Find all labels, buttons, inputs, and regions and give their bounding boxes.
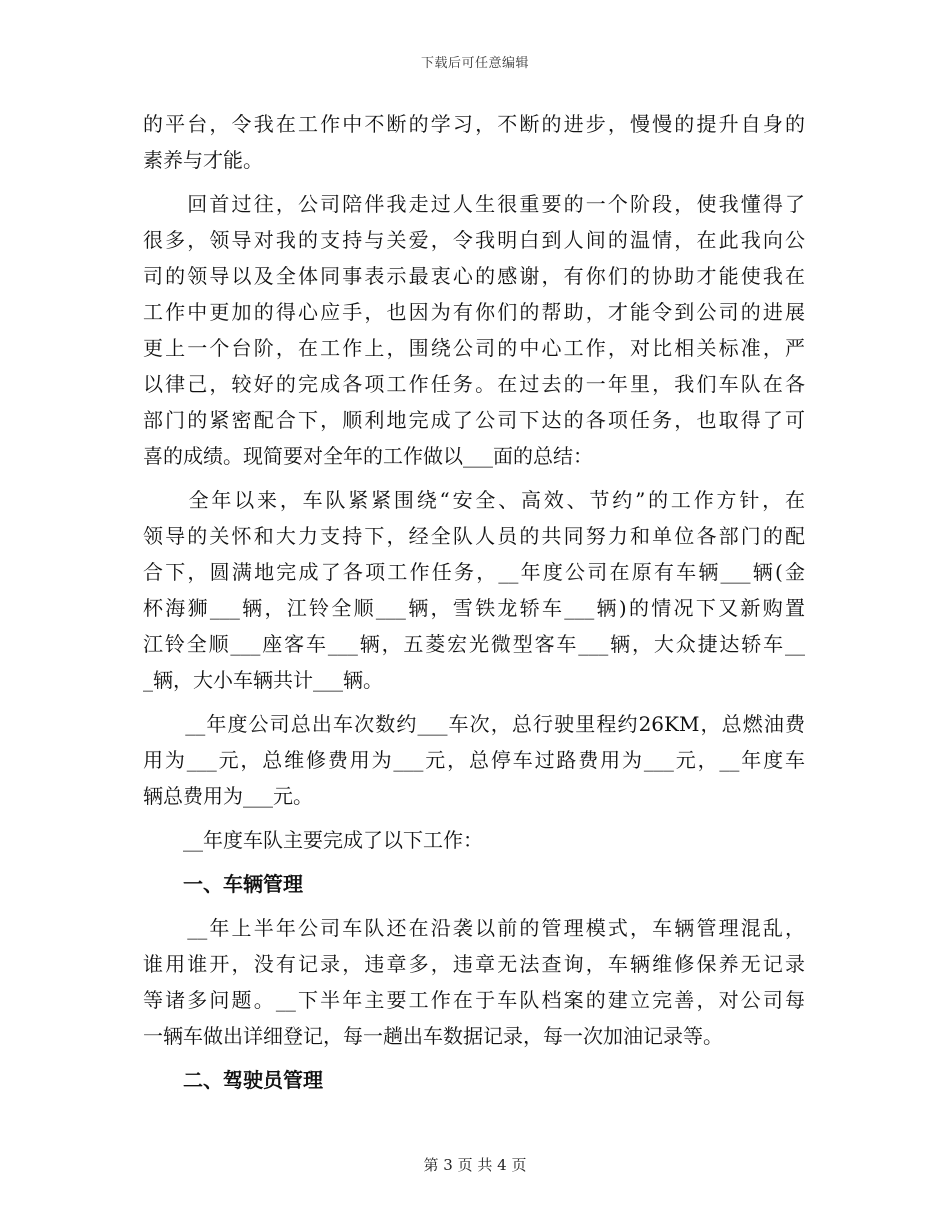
text-line: 合下，圆满地完成了各项工作任务，__年度公司在原有车辆___辆(金 bbox=[143, 560, 805, 584]
text-line: 用为___元，总维修费用为___元，总停车过路费用为___元，__年度车 bbox=[143, 748, 805, 772]
text-line: 回首过往，公司陪伴我走过人生很重要的一个阶段，使我懂得了 bbox=[143, 192, 805, 216]
text-line: 杯海狮___辆，江铃全顺___辆，雪铁龙轿车___辆)的情况下又新购置 bbox=[143, 596, 805, 620]
text-line: 辆总费用为___元。 bbox=[143, 784, 313, 808]
text-line: 喜的成绩。现简要对全年的工作做以___面的总结： bbox=[143, 444, 593, 468]
text-line: 的平台，令我在工作中不断的学习，不断的进步，慢慢的提升自身的 bbox=[143, 112, 805, 136]
paragraph bbox=[143, 822, 805, 858]
text-line: __年上半年公司车队还在沿袭以前的管理模式，车辆管理混乱， bbox=[143, 916, 805, 940]
page-footer: 第 3 页 共 4 页 bbox=[423, 1156, 527, 1174]
text-line: __年度车队主要完成了以下工作： bbox=[143, 828, 483, 852]
section-heading: 一、车辆管理 bbox=[183, 872, 303, 896]
text-line: 部门的紧密配合下，顺利地完成了公司下达的各项任务，也取得了可 bbox=[143, 408, 805, 432]
page-header: 下载后可任意编辑 bbox=[420, 56, 529, 71]
paragraph bbox=[143, 482, 805, 698]
paragraph bbox=[143, 706, 805, 814]
text-line: 全年以来，车队紧紧围绕“安全、高效、节约”的工作方针，在 bbox=[143, 488, 805, 512]
text-line: __年度公司总出车次数约___车次，总行驶里程约26KM，总燃油费 bbox=[143, 712, 805, 736]
text-line: 素养与才能。 bbox=[143, 148, 263, 172]
paragraph bbox=[143, 910, 805, 1054]
paragraph bbox=[143, 186, 805, 474]
section-heading: 二、驾驶员管理 bbox=[183, 1068, 323, 1092]
text-line: 很多，领导对我的支持与关爱，令我明白到人间的温情，在此我向公 bbox=[143, 228, 805, 252]
text-line: 工作中更加的得心应手，也因为有你们的帮助，才能令到公司的进展 bbox=[143, 300, 805, 324]
text-line: 一辆车做出详细登记，每一趟出车数据记录，每一次加油记录等。 bbox=[143, 1024, 723, 1048]
text-line: 领导的关怀和大力支持下，经全队人员的共同努力和单位各部门的配 bbox=[143, 524, 805, 548]
paragraph bbox=[143, 106, 805, 178]
text-line: 江铃全顺___座客车___辆，五菱宏光微型客车___辆，大众捷达轿车__ bbox=[143, 632, 805, 656]
text-line: 谁用谁开，没有记录，违章多，违章无法查询，车辆维修保养无记录 bbox=[143, 952, 805, 976]
text-line: 等诸多问题。__下半年主要工作在于车队档案的建立完善，对公司每 bbox=[143, 988, 805, 1012]
document-body bbox=[143, 106, 805, 1098]
text-line: _辆，大小车辆共计___辆。 bbox=[143, 668, 383, 692]
text-line: 更上一个台阶，在工作上，围绕公司的中心工作，对比相关标准，严 bbox=[143, 336, 805, 360]
text-line: 司的领导以及全体同事表示最衷心的感谢，有你们的协助才能使我在 bbox=[143, 264, 805, 288]
text-line: 以律己，较好的完成各项工作任务。在过去的一年里，我们车队在各 bbox=[143, 372, 805, 396]
